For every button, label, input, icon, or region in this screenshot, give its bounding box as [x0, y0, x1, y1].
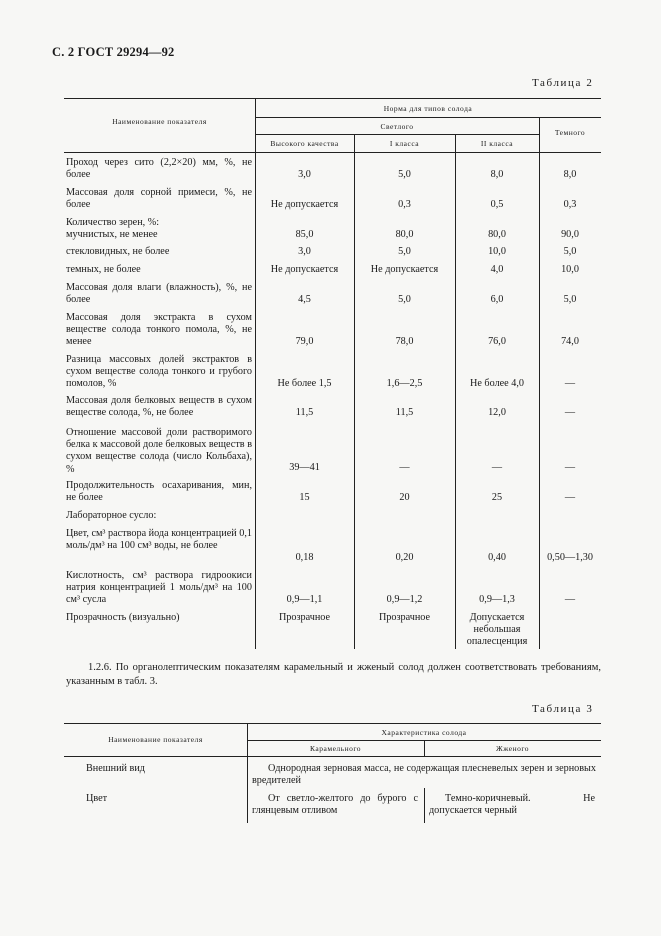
table3-col-char: Характеристика солода	[381, 728, 467, 737]
row-value: 4,0	[490, 264, 504, 275]
row-label: Лабораторное сусло:	[66, 510, 157, 521]
row-value: 0,50—1,30	[547, 552, 593, 563]
table3-vline	[424, 788, 425, 823]
table3-col-indicator: Наименование показателя	[108, 735, 203, 744]
row-label: темных, не более	[66, 264, 141, 275]
table2-vline	[539, 153, 540, 649]
row-value: Не допускается	[370, 264, 439, 275]
row-value: 11,5	[295, 407, 314, 418]
row-value: 0,3	[398, 199, 411, 210]
row-value: 85,0	[295, 229, 314, 240]
row-value: 5,0	[398, 169, 411, 180]
paragraph-1-2-6: 1.2.6. По органолептическим показателям карамельный и жженый солод должен соответствовать требованиям, указанным в табл. 3.	[66, 662, 601, 687]
row-value: 5,0	[563, 246, 577, 257]
row-value: 6,0	[490, 294, 504, 305]
row-value: 3,0	[298, 169, 311, 180]
row-label: Отношение массовой доли растворимого белка к массовой доле белковых веществ в сухом веществе солода (число Кольбаха), %	[66, 427, 252, 475]
table2-hline	[255, 117, 601, 118]
row-label: Массовая доля белковых веществ в сухом веществе солода, %, не более	[66, 395, 252, 419]
table3-top-rule	[64, 723, 601, 724]
row-value: 8,0	[563, 169, 577, 180]
row-value: —	[564, 378, 576, 389]
table2-col-class1: I класса	[389, 139, 420, 148]
row-value: 0,9—1,2	[386, 594, 423, 605]
table3-col-burnt: Жженого	[495, 744, 530, 753]
row-label: мучнистых, не менее	[66, 229, 158, 240]
row-value: 74,0	[561, 336, 579, 347]
row-value: 78,0	[395, 336, 414, 347]
row-value: 80,0	[488, 229, 506, 240]
row-value: 5,0	[398, 246, 411, 257]
row-label: Разница массовых долей экстрактов в сухом веществе солода тонкого и грубого помолов, %	[66, 354, 252, 390]
table3-row-label: Внешний вид	[86, 763, 145, 774]
table3-burnt-value: Темно-коричневый. Не допускается черный	[429, 793, 595, 817]
table3-col-caramel: Карамельного	[310, 744, 361, 753]
row-value: 1,6—2,5	[386, 378, 423, 389]
row-value: Не допускается	[270, 264, 339, 275]
table2-col-indicator: Наименование показателя	[112, 117, 207, 126]
row-label: Массовая доля влаги (влажность), %, не более	[66, 282, 252, 306]
row-value: 39—41	[289, 462, 320, 473]
row-label: Массовая доля сорной примеси, %, не более	[66, 187, 252, 211]
table3-row-label: Цвет	[86, 793, 108, 804]
row-value: 0,9—1,1	[286, 594, 323, 605]
row-value: 5,0	[563, 294, 577, 305]
row-label: Прозрачность (визуально)	[66, 612, 180, 623]
table2-vline	[455, 153, 456, 649]
row-value: —	[564, 462, 576, 473]
table2-vline	[255, 153, 256, 649]
row-value: 25	[491, 492, 503, 503]
row-value: —	[564, 407, 576, 418]
row-value: 4,5	[298, 294, 311, 305]
table2-hline	[255, 134, 539, 135]
row-value: 3,0	[298, 246, 311, 257]
row-label: Проход через сито (2,2×20) мм, %, не более	[66, 157, 252, 181]
table2-header-bottom-rule	[64, 152, 601, 153]
row-value: 79,0	[295, 336, 314, 347]
table2-vline	[354, 153, 355, 649]
row-label: Продолжительность осахаривания, мин, не более	[66, 480, 252, 504]
row-label: Массовая доля экстракта в сухом веществе солода тонкого помола, %, не менее	[66, 312, 252, 348]
row-value: 10,0	[488, 246, 506, 257]
table2-caption: Таблица 2	[532, 77, 594, 89]
row-value: Не допускается	[270, 199, 339, 210]
table3-caramel-value: От светло-желтого до бурого с глянцевым отливом	[252, 793, 418, 817]
table2-col-dark: Темного	[554, 128, 586, 137]
row-value: 15	[299, 492, 310, 503]
row-value: 80,0	[395, 229, 414, 240]
table2-top-rule	[64, 98, 601, 99]
page-header: С. 2 ГОСТ 29294—92	[52, 45, 175, 59]
row-value: 0,18	[295, 552, 314, 563]
row-value: Прозрачное	[278, 612, 331, 623]
table3-header-bottom-rule	[64, 756, 601, 757]
row-value: 5,0	[398, 294, 411, 305]
row-value: Не более 1,5	[277, 378, 332, 389]
table3-merged-value: Однородная зерновая масса, не содержащая плесневелых зерен и зерновых вредителей	[252, 763, 596, 787]
table2-col-high: Высокого качества	[270, 139, 339, 148]
row-value: —	[399, 462, 410, 473]
row-value: —	[491, 462, 503, 473]
table2-col-light: Светлого	[380, 122, 414, 131]
row-label: Цвет, см³ раствора йода концентрацией 0,1 моль/дм³ на 100 см³ воды, не более	[66, 528, 252, 552]
row-value: 20	[399, 492, 410, 503]
table3-caption: Таблица 3	[532, 703, 594, 715]
row-value: —	[564, 594, 576, 605]
row-value: 0,40	[488, 552, 506, 563]
row-label: стекловидных, не более	[66, 246, 170, 257]
row-value: Не более 4,0	[470, 378, 524, 389]
table3-vline	[247, 723, 248, 823]
row-value: Прозрачное	[378, 612, 431, 623]
row-value: 8,0	[490, 169, 504, 180]
row-value: 0,3	[563, 199, 577, 210]
row-value: 0,9—1,3	[479, 594, 515, 605]
row-value: 90,0	[561, 229, 579, 240]
row-value: 0,5	[490, 199, 504, 210]
row-value: 76,0	[488, 336, 506, 347]
row-value: —	[564, 492, 576, 503]
row-label: Кислотность, см³ раствора гидроокиси натрия концентрацией 1 моль/дм³ на 100 см³ сусла	[66, 570, 252, 606]
table2-col-norm: Норма для типов солода	[383, 104, 473, 113]
row-value: 12,0	[488, 407, 506, 418]
row-value: 10,0	[561, 264, 579, 275]
row-value: Допускается небольшая опалесценция	[466, 612, 528, 648]
table2-col-class2: II класса	[480, 139, 514, 148]
row-value: 11,5	[395, 407, 414, 418]
row-value: 0,20	[395, 552, 414, 563]
row-label: Количество зерен, %:	[66, 217, 160, 228]
